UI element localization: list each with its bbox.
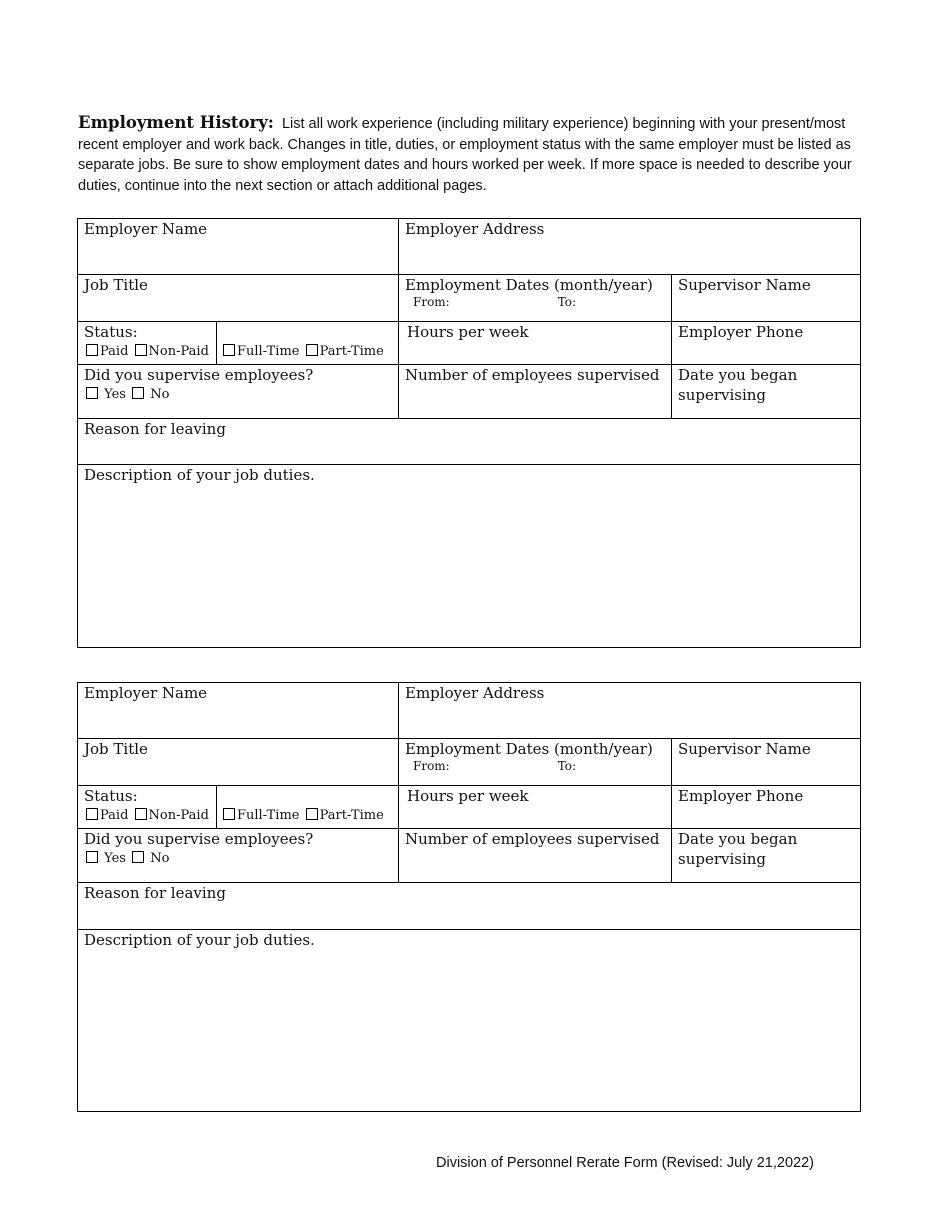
part-time-checkbox[interactable] — [306, 344, 318, 356]
employer-phone-field[interactable]: Employer Phone — [672, 322, 861, 365]
non-paid-checkbox[interactable] — [135, 344, 147, 356]
status-paid-cell: Status: Paid Non-Paid — [78, 322, 217, 365]
non-paid-checkbox[interactable] — [135, 808, 147, 820]
job-duties-field[interactable]: Description of your job duties. — [78, 465, 861, 648]
to-label: To: — [557, 759, 577, 773]
supervise-employees-field: Did you supervise employees? Yes No — [78, 829, 399, 883]
no-checkbox[interactable] — [132, 387, 144, 399]
reason-for-leaving-field[interactable]: Reason for leaving — [78, 883, 861, 930]
num-supervised-field[interactable]: Number of employees supervised — [399, 829, 672, 883]
hours-per-week-field[interactable]: Hours per week — [399, 322, 672, 365]
employment-dates-field[interactable]: Employment Dates (month/year) From: To: — [399, 275, 672, 322]
employment-block-1 — [77, 218, 861, 648]
date-began-supervising-field[interactable]: Date you began supervising — [672, 829, 861, 883]
employer-address-field[interactable]: Employer Address — [399, 219, 861, 275]
footer-revision-note: Division of Personnel Rerate Form (Revised: July 21,2022) — [436, 1155, 814, 1171]
supervisor-name-field[interactable]: Supervisor Name — [672, 739, 861, 786]
supervise-employees-field: Did you supervise employees? Yes No — [78, 365, 399, 419]
status-time-cell: Full-Time Part-Time — [217, 322, 399, 365]
from-label: From: — [413, 759, 450, 773]
employer-phone-field[interactable]: Employer Phone — [672, 786, 861, 829]
full-time-checkbox[interactable] — [223, 344, 235, 356]
intro-paragraph — [78, 113, 868, 196]
job-title-field[interactable]: Job Title — [78, 275, 399, 322]
from-label: From: — [413, 295, 450, 309]
yes-checkbox[interactable] — [86, 851, 98, 863]
paid-checkbox[interactable] — [86, 808, 98, 820]
full-time-checkbox[interactable] — [223, 808, 235, 820]
employer-name-field[interactable]: Employer Name — [78, 219, 399, 275]
reason-for-leaving-field[interactable]: Reason for leaving — [78, 419, 861, 465]
to-label: To: — [557, 295, 577, 309]
num-supervised-field[interactable]: Number of employees supervised — [399, 365, 672, 419]
hours-per-week-field[interactable]: Hours per week — [399, 786, 672, 829]
status-time-cell: Full-Time Part-Time — [217, 786, 399, 829]
no-checkbox[interactable] — [132, 851, 144, 863]
status-paid-cell: Status: Paid Non-Paid — [78, 786, 217, 829]
employment-history-heading: Employment History: — [78, 113, 274, 132]
intro-text: List all work experience (including military experience) beginning with your present/most recent employer and work back. Changes in title, duties, or employment status with the same employer must be listed as separate jobs. Be sure to show employment dates and hours worked per week. If more space is needed to describe your duties, continue into the next section or attach additional pages. — [78, 116, 852, 194]
part-time-checkbox[interactable] — [306, 808, 318, 820]
yes-checkbox[interactable] — [86, 387, 98, 399]
employment-block-2 — [77, 682, 861, 1112]
date-began-supervising-field[interactable]: Date you began supervising — [672, 365, 861, 419]
job-duties-field[interactable]: Description of your job duties. — [78, 930, 861, 1112]
supervisor-name-field[interactable]: Supervisor Name — [672, 275, 861, 322]
employer-name-field[interactable]: Employer Name — [78, 683, 399, 739]
employer-address-field[interactable]: Employer Address — [399, 683, 861, 739]
paid-checkbox[interactable] — [86, 344, 98, 356]
job-title-field[interactable]: Job Title — [78, 739, 399, 786]
employment-dates-field[interactable]: Employment Dates (month/year) From: To: — [399, 739, 672, 786]
